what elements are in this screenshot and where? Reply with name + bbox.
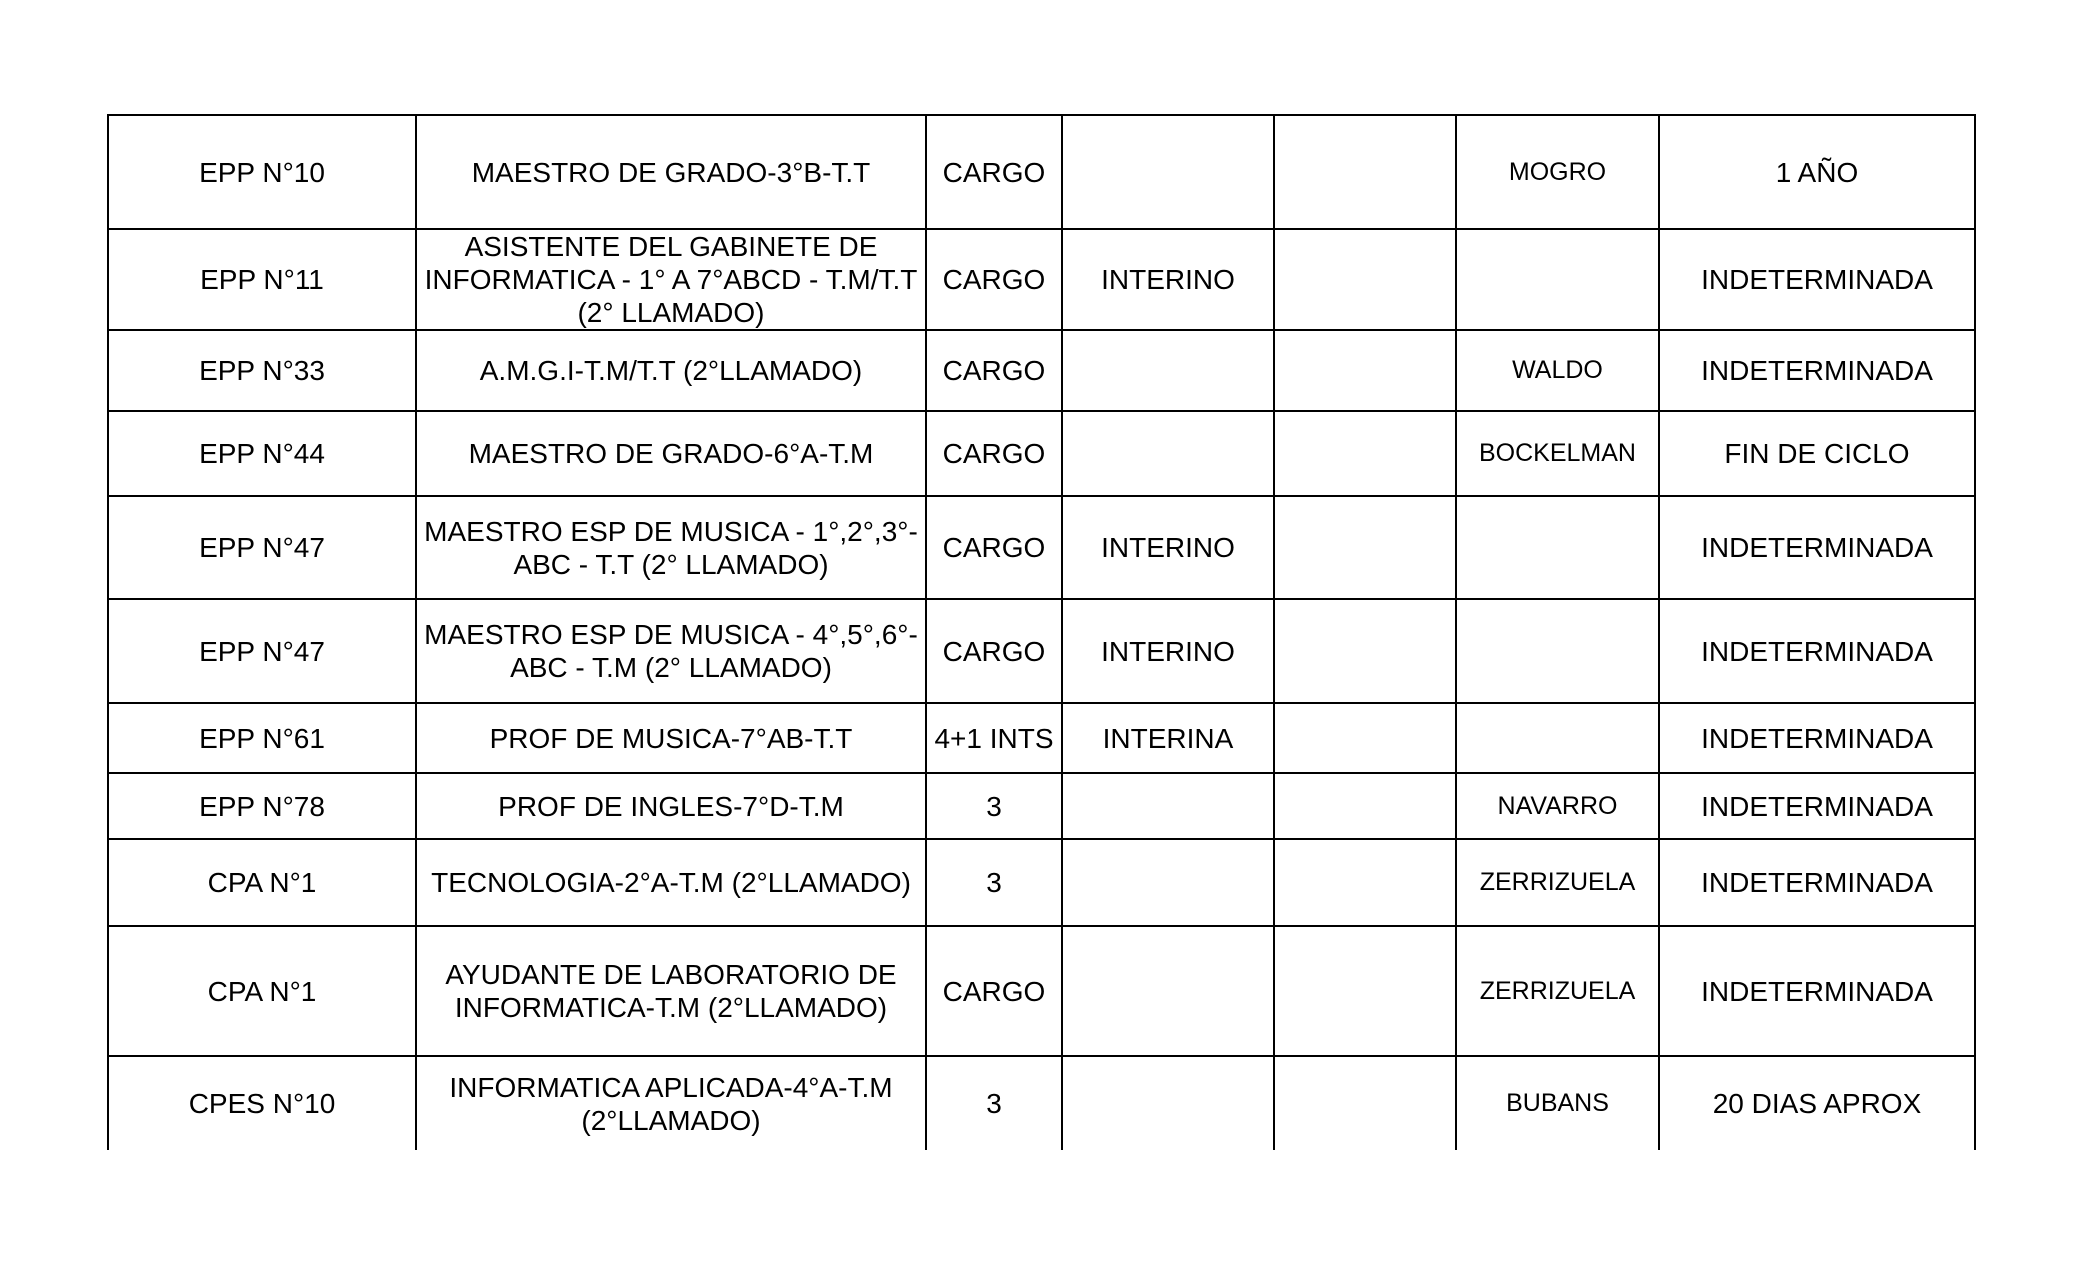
status-cell: INTERINO (1062, 496, 1274, 599)
hours-cell: CARGO (926, 599, 1062, 703)
position-cell: AYUDANTE DE LABORATORIO DE INFORMATICA-T.M (2°LLAMADO) (416, 926, 926, 1056)
extra-cell (1274, 926, 1456, 1056)
table-row (108, 411, 1975, 496)
extra-cell (1274, 411, 1456, 496)
table-row (108, 229, 1975, 330)
teacher-cell: ZERRIZUELA (1456, 926, 1659, 1056)
teacher-cell (1456, 496, 1659, 599)
position-cell: MAESTRO ESP DE MUSICA - 1°,2°,3°-ABC - T.T (2° LLAMADO) (416, 496, 926, 599)
status-cell (1062, 1056, 1274, 1150)
teacher-cell: BUBANS (1456, 1056, 1659, 1150)
table-row (108, 1056, 1975, 1150)
extra-cell (1274, 599, 1456, 703)
extra-cell (1274, 1056, 1456, 1150)
table-row (108, 599, 1975, 703)
position-cell: MAESTRO DE GRADO-6°A-T.M (416, 411, 926, 496)
hours-cell: CARGO (926, 330, 1062, 411)
status-cell (1062, 330, 1274, 411)
teacher-cell: ZERRIZUELA (1456, 839, 1659, 926)
position-cell: MAESTRO ESP DE MUSICA - 4°,5°,6°-ABC - T.M (2° LLAMADO) (416, 599, 926, 703)
position-cell: INFORMATICA APLICADA-4°A-T.M (2°LLAMADO) (416, 1056, 926, 1150)
duration-cell: INDETERMINADA (1659, 330, 1975, 411)
duration-cell: INDETERMINADA (1659, 773, 1975, 839)
school-cell: EPP N°11 (108, 229, 416, 330)
hours-cell: 3 (926, 773, 1062, 839)
status-cell: INTERINO (1062, 599, 1274, 703)
position-cell: TECNOLOGIA-2°A-T.M (2°LLAMADO) (416, 839, 926, 926)
status-cell (1062, 411, 1274, 496)
status-cell (1062, 773, 1274, 839)
duration-cell: INDETERMINADA (1659, 839, 1975, 926)
school-cell: CPA N°1 (108, 926, 416, 1056)
hours-cell: 3 (926, 1056, 1062, 1150)
duration-cell: 1 AÑO (1659, 115, 1975, 229)
vacancies-table (107, 114, 1976, 1150)
duration-cell: INDETERMINADA (1659, 703, 1975, 773)
teacher-cell: BOCKELMAN (1456, 411, 1659, 496)
table-row (108, 330, 1975, 411)
table-row (108, 773, 1975, 839)
teacher-cell (1456, 229, 1659, 330)
position-cell: A.M.G.I-T.M/T.T (2°LLAMADO) (416, 330, 926, 411)
hours-cell: CARGO (926, 411, 1062, 496)
school-cell: CPA N°1 (108, 839, 416, 926)
extra-cell (1274, 330, 1456, 411)
school-cell: EPP N°10 (108, 115, 416, 229)
teacher-cell: MOGRO (1456, 115, 1659, 229)
duration-cell: INDETERMINADA (1659, 926, 1975, 1056)
duration-cell: FIN DE CICLO (1659, 411, 1975, 496)
extra-cell (1274, 496, 1456, 599)
school-cell: CPES N°10 (108, 1056, 416, 1150)
position-cell: PROF DE MUSICA-7°AB-T.T (416, 703, 926, 773)
hours-cell: CARGO (926, 496, 1062, 599)
school-cell: EPP N°47 (108, 599, 416, 703)
status-cell: INTERINO (1062, 229, 1274, 330)
status-cell (1062, 926, 1274, 1056)
hours-cell: CARGO (926, 115, 1062, 229)
duration-cell: INDETERMINADA (1659, 599, 1975, 703)
extra-cell (1274, 839, 1456, 926)
table-row (108, 703, 1975, 773)
school-cell: EPP N°78 (108, 773, 416, 839)
extra-cell (1274, 229, 1456, 330)
duration-cell: 20 DIAS APROX (1659, 1056, 1975, 1150)
school-cell: EPP N°61 (108, 703, 416, 773)
teacher-cell (1456, 599, 1659, 703)
school-cell: EPP N°33 (108, 330, 416, 411)
extra-cell (1274, 115, 1456, 229)
teacher-cell: WALDO (1456, 330, 1659, 411)
position-cell: MAESTRO DE GRADO-3°B-T.T (416, 115, 926, 229)
extra-cell (1274, 703, 1456, 773)
table-row (108, 926, 1975, 1056)
status-cell: INTERINA (1062, 703, 1274, 773)
table-row (108, 496, 1975, 599)
position-cell: ASISTENTE DEL GABINETE DE INFORMATICA - 1° A 7°ABCD - T.M/T.T (2° LLAMADO) (416, 229, 926, 330)
status-cell (1062, 839, 1274, 926)
duration-cell: INDETERMINADA (1659, 496, 1975, 599)
duration-cell: INDETERMINADA (1659, 229, 1975, 330)
hours-cell: 4+1 INTS (926, 703, 1062, 773)
hours-cell: 3 (926, 839, 1062, 926)
extra-cell (1274, 773, 1456, 839)
table-row (108, 115, 1975, 229)
teacher-cell: NAVARRO (1456, 773, 1659, 839)
status-cell (1062, 115, 1274, 229)
school-cell: EPP N°47 (108, 496, 416, 599)
table-row (108, 839, 1975, 926)
teacher-cell (1456, 703, 1659, 773)
hours-cell: CARGO (926, 229, 1062, 330)
table-body (108, 115, 1975, 1150)
hours-cell: CARGO (926, 926, 1062, 1056)
school-cell: EPP N°44 (108, 411, 416, 496)
position-cell: PROF DE INGLES-7°D-T.M (416, 773, 926, 839)
